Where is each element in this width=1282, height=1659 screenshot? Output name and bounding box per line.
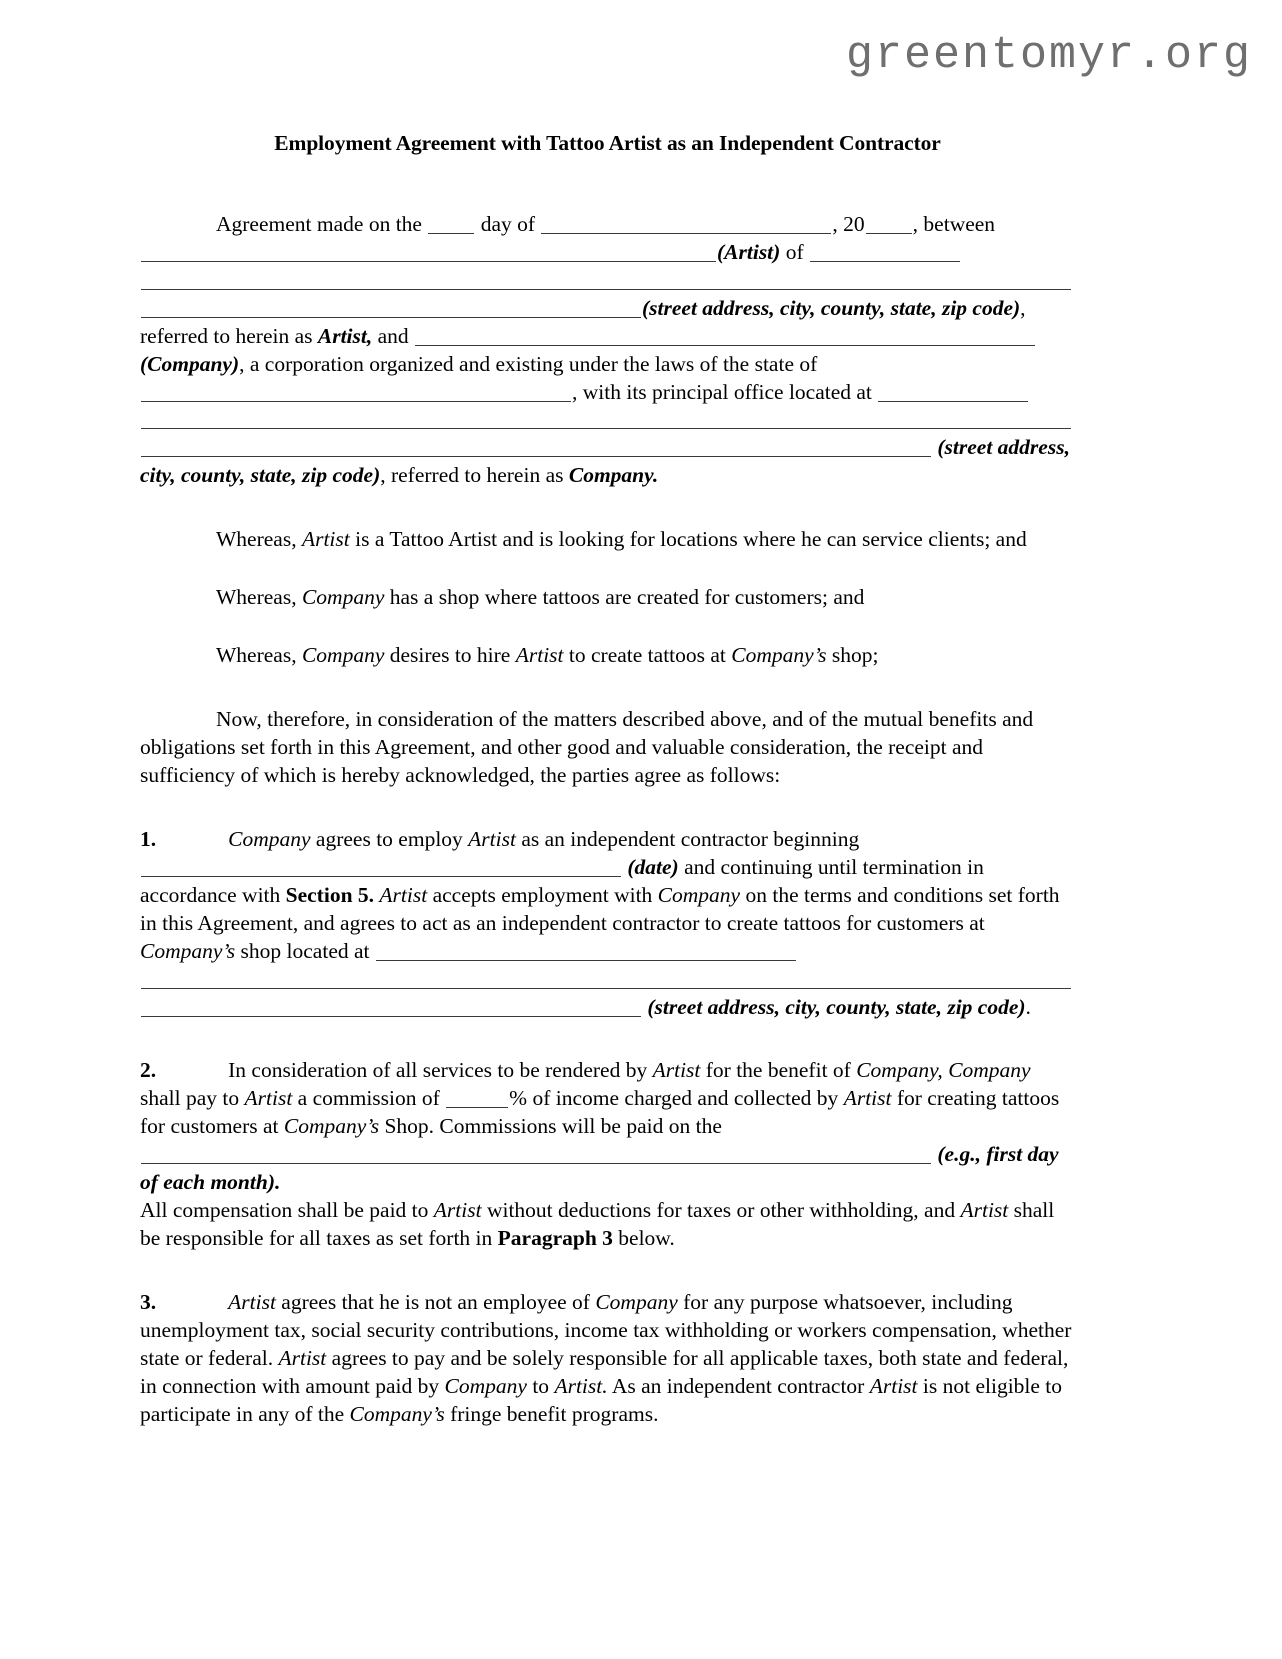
street-address-label-3: city, county, state, zip code) (140, 463, 381, 488)
clause-2-text-m: All compensation shall be paid to (140, 1198, 429, 1223)
artist-label: (Artist) (717, 239, 781, 264)
commission-schedule-blank[interactable] (141, 1146, 931, 1164)
company-label: (Company) (140, 351, 240, 376)
artist-italic: Artist (278, 1345, 327, 1370)
clause-1-number: 1. (140, 826, 157, 851)
artist-italic: Artist (433, 1198, 482, 1223)
company-italic: Company (657, 882, 741, 907)
preamble-comma: , (1020, 295, 1026, 320)
spacer (140, 554, 1075, 584)
clause-2-text-j: for creating tattoos for customers at (140, 1086, 1060, 1139)
example-label: (e.g., first day of each month). (140, 1142, 1059, 1195)
company-possessive-italic: Company’s (283, 1114, 380, 1139)
preamble-line-6 (140, 351, 1075, 379)
artist-italic: Artist (515, 643, 564, 668)
clause-2-text-a: In consideration of all services to be rendered by (228, 1058, 648, 1083)
clause-1-text-e: and continuing until termination in accordance with (140, 854, 984, 907)
clause-3 (140, 1289, 1075, 1429)
preamble-line-5 (140, 323, 1075, 351)
artist-italic: Artist (960, 1198, 1009, 1223)
clause-3-text-b: agrees that he is not an employee of (281, 1290, 590, 1314)
artist-italic: Artist (468, 826, 516, 851)
spacer (140, 670, 1075, 706)
company-address-blank-3[interactable] (141, 439, 931, 457)
clause-2-text-h: a commission of (297, 1086, 440, 1111)
clause-3-paragraph (140, 1289, 1075, 1429)
artist-italic: Artist (244, 1086, 293, 1111)
recital-whereas-2: Whereas, Company has a shop where tattoos are created for customers; and (216, 585, 865, 610)
start-date-blank[interactable] (141, 859, 621, 877)
company-italic: Company (948, 1058, 1031, 1083)
recital-whereas-1: Whereas, Artist is a Tattoo Artist and is looking for locations where he can service clients; and (216, 527, 1027, 552)
clause-3-text-d: for any purpose whatsoever, including unemployment tax, social security contributions, income tax withholding or workers compensation, whether state or federal. (140, 1290, 1072, 1370)
paragraph-3-reference: Paragraph 3 (497, 1226, 613, 1251)
clause-2-text-q: shall be responsible for all taxes as set forth in (140, 1198, 1055, 1251)
preamble-text-d: , between (912, 211, 996, 236)
day-blank[interactable] (428, 216, 474, 234)
company-address-blank-1[interactable] (878, 384, 1028, 402)
clause-1-line-2 (140, 854, 1075, 966)
clause-1-text-i: on the terms and conditions set forth in this Agreement, and agrees to act as an independent contractor to create tattoos for customers at (140, 882, 1060, 935)
document-body (140, 130, 1075, 1429)
artist-italic: Artist (843, 1086, 892, 1111)
clause-2-text-l: Shop. Commissions will be paid on the (384, 1114, 722, 1139)
clause-2-text-r: below. (618, 1226, 675, 1251)
page-title: Employment Agreement with Tattoo Artist as an Independent Contractor (274, 131, 941, 155)
clause-1-line-1 (140, 826, 1075, 854)
now-therefore-text: Now, therefore, in consideration of the matters described above, and of the mutual benefits and obligations set forth in this Agreement, and other good and valuable consideration, the receipt and sufficiency of which is hereby acknowledged, the parties agree as follows: (140, 707, 1034, 787)
artist-address-blank-2[interactable] (141, 272, 1071, 290)
clause-2-line-2 (140, 1141, 1075, 1197)
company-term: Company. (568, 463, 659, 488)
month-blank[interactable] (541, 216, 831, 234)
street-address-label-4: (street address, city, county, state, zip code) (647, 994, 1026, 1019)
artist-address-blank-3[interactable] (141, 300, 641, 318)
street-address-label-2: (street address, (937, 435, 1070, 460)
shop-address-blank-1[interactable] (376, 943, 796, 961)
artist-address-blank-1[interactable] (810, 244, 960, 262)
clause-1-period: . (1025, 994, 1031, 1019)
company-possessive-italic: Company’s (731, 643, 827, 668)
artist-italic: Artist (652, 1058, 701, 1083)
clause-1-text-k: shop located at (240, 938, 370, 963)
clause-2-percent-text: % of income charged and collected by (509, 1086, 839, 1111)
shop-address-blank-2[interactable] (141, 971, 1071, 989)
date-label: (date) (627, 854, 679, 879)
commission-percent-blank[interactable] (446, 1090, 508, 1108)
clause-3-number: 3. (140, 1290, 157, 1314)
company-italic: Company (444, 1373, 527, 1398)
clause-3-text-h: to (532, 1373, 550, 1398)
preamble-of: of (785, 239, 804, 264)
clause-1 (140, 826, 1075, 1022)
clause-2 (140, 1057, 1075, 1253)
preamble-line-9 (140, 434, 1075, 462)
street-address-label-1: (street address, city, county, state, zip code) (642, 295, 1021, 320)
section-5-reference: Section 5. (285, 882, 375, 907)
preamble-referred-a: referred to herein as (140, 323, 313, 348)
company-italic: Company, (856, 1058, 943, 1083)
preamble-corp-text: , a corporation organized and existing under the laws of the state of (239, 351, 818, 376)
preamble-referred-b: , referred to herein as (380, 463, 564, 488)
spacer (140, 612, 1075, 642)
company-address-blank-2[interactable] (141, 411, 1071, 429)
preamble-line-10 (140, 462, 1075, 490)
preamble-line-2 (140, 239, 1075, 267)
recital-whereas-3: Whereas, Company desires to hire Artist to create tattoos at Company’s shop; (216, 643, 879, 668)
company-italic: Company (301, 643, 385, 668)
clause-1-text-b: agrees to employ (315, 826, 463, 851)
preamble-line-4 (140, 295, 1075, 323)
preamble-block (140, 211, 1075, 490)
artist-italic: Artist. (554, 1373, 608, 1398)
clause-3-text-j: As an independent contractor (611, 1373, 865, 1398)
preamble-line-7 (140, 379, 1075, 407)
preamble-text-c: , 20 (832, 211, 865, 236)
clause-3-text-n: fringe benefit programs. (450, 1401, 659, 1426)
company-possessive-italic: Company’s (349, 1401, 445, 1426)
preamble-text-a: Agreement made on the (216, 211, 422, 236)
site-watermark: greentomyr.org (845, 30, 1252, 81)
clause-1-line-3 (140, 966, 1075, 994)
clause-1-line-4 (140, 994, 1075, 1022)
preamble-and: and (377, 323, 409, 348)
now-therefore-paragraph (140, 706, 1075, 790)
preamble-line-8 (140, 406, 1075, 434)
clause-1-text-g: accepts employment with (432, 882, 653, 907)
company-italic: Company (301, 585, 385, 610)
artist-italic: Artist (228, 1290, 276, 1314)
spacer (140, 490, 1075, 526)
spacer (140, 1021, 1075, 1057)
company-italic: Company (595, 1290, 678, 1314)
artist-italic: Artist (301, 527, 350, 552)
company-name-blank[interactable] (415, 328, 1035, 346)
year-blank[interactable] (866, 216, 912, 234)
preamble-office-text: , with its principal office located at (572, 379, 872, 404)
clause-2-number: 2. (140, 1058, 157, 1083)
artist-italic: Artist (379, 882, 428, 907)
clause-1-text-d: as an independent contractor beginning (521, 826, 860, 851)
artist-italic: Artist (869, 1373, 918, 1398)
state-of-incorporation-blank[interactable] (141, 384, 571, 402)
clause-3-text-f: agrees to pay and be solely responsible for all applicable taxes, both state and federal, in connection with amount paid by (140, 1345, 1069, 1398)
recitals-block (140, 526, 1075, 670)
company-possessive-italic: Company’s (140, 938, 236, 963)
artist-term: Artist, (317, 323, 373, 348)
spacer (140, 1253, 1075, 1289)
company-italic: Company (228, 826, 311, 851)
spacer (140, 790, 1075, 826)
clause-2-text-o: without deductions for taxes or other withholding, and (486, 1198, 956, 1223)
preamble-text-b: day of (480, 211, 536, 236)
shop-address-blank-3[interactable] (141, 999, 641, 1017)
clause-2-text-f: shall pay to (140, 1086, 240, 1111)
preamble-line-3 (140, 267, 1075, 295)
clause-2-line-3 (140, 1197, 1075, 1253)
clause-3-text-l: is not eligible to participate in any of the (140, 1373, 1063, 1426)
clause-2-line-1 (140, 1057, 1075, 1141)
clause-2-text-c: for the benefit of (705, 1058, 851, 1083)
preamble-line-1 (140, 211, 1075, 239)
artist-name-blank[interactable] (141, 244, 716, 262)
